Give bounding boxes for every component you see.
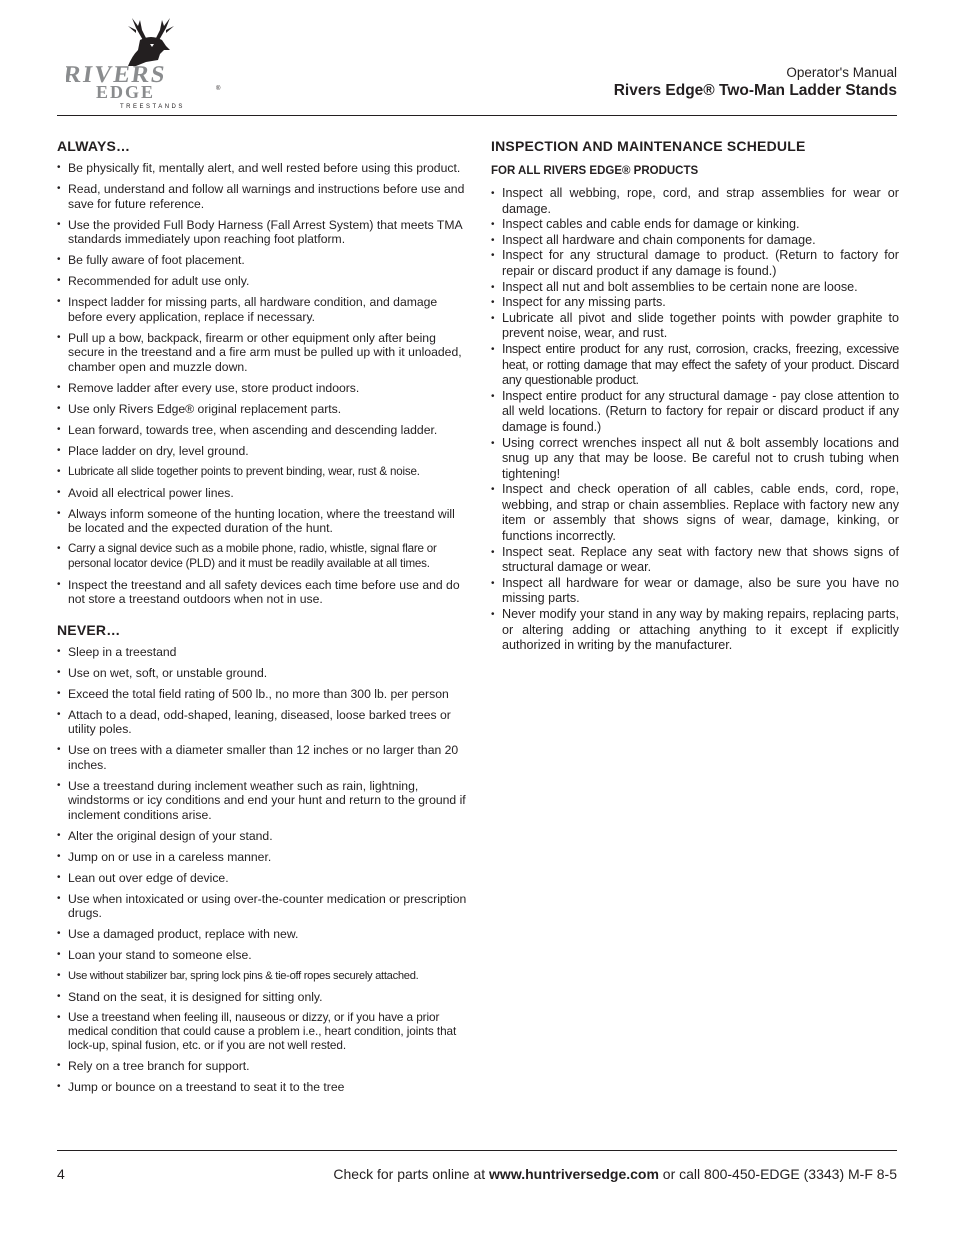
list-item: • Rely on a tree branch for support. <box>57 1059 467 1074</box>
right-column <box>491 137 899 654</box>
list-item: • Use on wet, soft, or unstable ground. <box>57 666 467 681</box>
rivers-edge-logo <box>66 16 236 108</box>
footer-contact <box>333 1166 897 1182</box>
header-subtitle: Operator's Manual <box>786 65 897 80</box>
list-item: • Inspect the treestand and all safety devices each time before use and do not store a treestand outdoors when not in use. <box>57 578 467 607</box>
footer-divider <box>57 1150 897 1151</box>
list-item: • Use on trees with a diameter smaller than 12 inches or no larger than 20 inches. <box>57 743 467 772</box>
page-number: 4 <box>57 1166 65 1182</box>
list-item: • Using correct wrenches inspect all nut & bolt assembly locations and snug up any that may be loose. Be careful not to crush tubing when tightening! <box>491 436 899 483</box>
list-item: • Use without stabilizer bar, spring lock pins & tie-off ropes securely attached. <box>57 969 467 984</box>
list-item: • Inspect all nut and bolt assemblies to be certain none are loose. <box>491 280 899 296</box>
never-list <box>57 645 467 1095</box>
list-item: • Attach to a dead, odd-shaped, leaning, diseased, loose barked trees or utility poles. <box>57 708 467 737</box>
list-item: • Carry a signal device such as a mobile phone, radio, whistle, signal flare or personal locator device (PLD) and it must be readily available at all times. <box>57 542 467 571</box>
list-item: • Use a treestand when feeling ill, nauseous or dizzy, or if you have a prior medical condition that could cause a problem i.e., heart condition, joints that lock-up, spinal fusion, etc. or if you are not well rested. <box>57 1011 467 1052</box>
list-item: • Inspect and check operation of all cables, cable ends, cord, rope, webbing, and strap or chain assemblies. Replace with factory new any item or assembly that shows signs of wear, damage, kinking, or functions incorrectly. <box>491 482 899 544</box>
list-item: • Jump on or use in a careless manner. <box>57 850 467 865</box>
deer-logo-icon <box>66 16 236 108</box>
footer-text-after: or call 800-450-EDGE (3343) M-F 8-5 <box>658 1166 897 1182</box>
list-item: • Inspect entire product for any rust, corrosion, cracks, freezing, excessive heat, or rotting damage that may effect the safety of your product. Discard any questionable product. <box>491 342 899 389</box>
footer-text-before: Check for parts online at <box>333 1166 490 1182</box>
list-item: • Lean forward, towards tree, when ascending and descending ladder. <box>57 423 467 438</box>
list-item: • Loan your stand to someone else. <box>57 948 467 963</box>
list-item: • Inspect all hardware and chain components for damage. <box>491 233 899 249</box>
list-item: • Be fully aware of foot placement. <box>57 253 467 268</box>
list-item: • Sleep in a treestand <box>57 645 467 660</box>
never-heading: NEVER… <box>57 621 121 638</box>
list-item: • Always inform someone of the hunting location, where the treestand will be located and the expected duration of the hunt. <box>57 507 467 536</box>
list-item: • Pull up a bow, backpack, firearm or other equipment only after being secure in the treestand and a fire arm must be pulled up with it unloaded, chamber open and muzzle down. <box>57 331 467 375</box>
list-item: • Inspect cables and cable ends for damage or kinking. <box>491 217 899 233</box>
list-item: • Jump or bounce on a treestand to seat it to the tree <box>57 1080 467 1095</box>
logo-text-edge: EDGE <box>96 82 156 102</box>
list-item: • Remove ladder after every use, store product indoors. <box>57 381 467 396</box>
left-column <box>57 137 467 1101</box>
svg-text:®: ® <box>216 86 221 92</box>
list-item: • Use a damaged product, replace with new. <box>57 927 467 942</box>
list-item: • Recommended for adult use only. <box>57 274 467 289</box>
always-heading: ALWAYS… <box>57 138 131 154</box>
logo-text-treestands: TREESTANDS <box>120 104 185 108</box>
header-title: Rivers Edge® Two-Man Ladder Stands <box>613 82 897 99</box>
list-item: • Place ladder on dry, level ground. <box>57 444 467 459</box>
logo-text-rivers: RIVERS <box>66 62 169 88</box>
list-item: • Exceed the total field rating of 500 lb., no more than 300 lb. per person <box>57 687 467 702</box>
header-divider <box>57 115 897 116</box>
list-item: • Use a treestand during inclement weather such as rain, lightning, windstorms or icy conditions and end your hunt and return to the ground if inclement conditions arise. <box>57 779 467 823</box>
inspection-list <box>491 186 899 654</box>
list-item: • Use only Rivers Edge® original replacement parts. <box>57 402 467 417</box>
list-item: • Inspect for any missing parts. <box>491 295 899 311</box>
list-item: • Never modify your stand in any way by making repairs, replacing parts, or altering adding or attaching anything to it except if explicitly authorized in writing by the manufacturer. <box>491 607 899 654</box>
list-item: • Be physically fit, mentally alert, and well rested before using this product. <box>57 161 467 176</box>
page-header <box>614 64 897 101</box>
list-item: • Inspect seat. Replace any seat with factory new that shows signs of structural damage or wear. <box>491 545 899 576</box>
list-item: • Use when intoxicated or using over-the-counter medication or prescription drugs. <box>57 892 467 921</box>
list-item: • Inspect for any structural damage to product. (Return to factory for repair or discard product if any damage is found.) <box>491 248 899 279</box>
list-item: • Lean out over edge of device. <box>57 871 467 886</box>
list-item: • Inspect all hardware for wear or damage, also be sure you have no missing parts. <box>491 576 899 607</box>
list-item: • Inspect entire product for any structural damage - pay close attention to all weld locations. (Return to factory for repair or discard product if any damage is found.) <box>491 389 899 436</box>
list-item: • Inspect all webbing, rope, cord, and strap assemblies for wear or damage. <box>491 186 899 217</box>
list-item: • Lubricate all pivot and slide together points with powder graphite to prevent noise, wear, and rust. <box>491 311 899 342</box>
footer-url-link[interactable]: www.huntriversedge.com <box>489 1166 659 1182</box>
list-item: • Alter the original design of your stand. <box>57 829 467 844</box>
list-item: • Avoid all electrical power lines. <box>57 486 467 501</box>
list-item: • Lubricate all slide together points to prevent binding, wear, rust & noise. <box>57 465 467 480</box>
list-item: • Use the provided Full Body Harness (Fall Arrest System) that meets TMA standards immediately upon reaching foot platform. <box>57 218 467 247</box>
list-item: • Inspect ladder for missing parts, all hardware condition, and damage before every application, replace if necessary. <box>57 295 467 324</box>
inspection-heading: INSPECTION AND MAINTENANCE SCHEDULE <box>491 138 806 154</box>
always-list <box>57 161 467 607</box>
list-item: • Stand on the seat, it is designed for sitting only. <box>57 990 467 1005</box>
list-item: • Read, understand and follow all warnings and instructions before use and save for future reference. <box>57 182 467 211</box>
inspection-subheading: FOR ALL RIVERS EDGE® PRODUCTS <box>491 165 699 177</box>
